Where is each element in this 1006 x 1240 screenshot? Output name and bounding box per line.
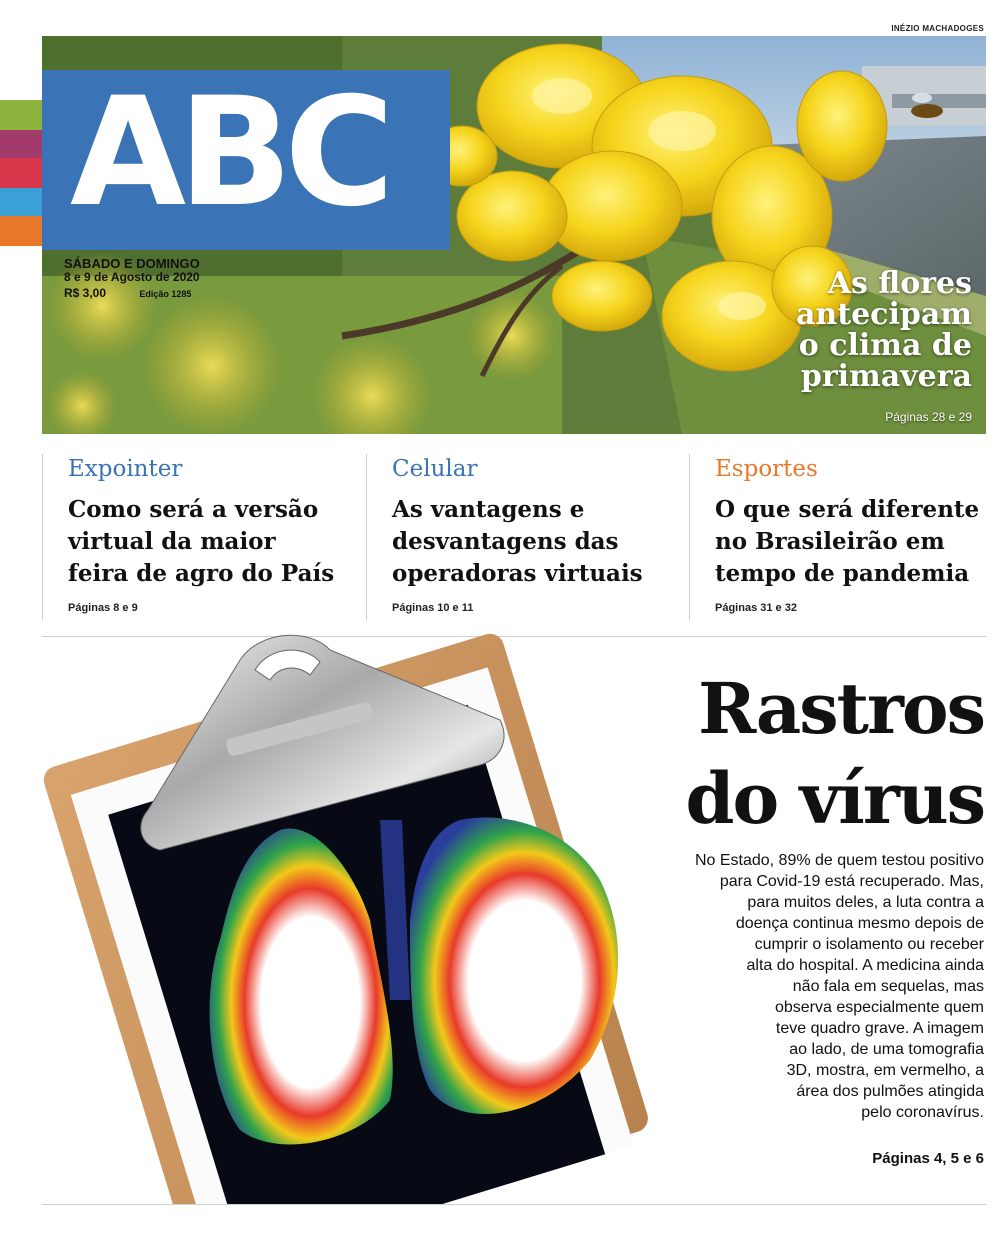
teaser-section: Esportes — [715, 456, 818, 482]
teaser-pages: Páginas 31 e 32 — [715, 602, 797, 614]
color-bar-red — [0, 158, 42, 188]
hero-headline-line: o clima de — [798, 328, 972, 363]
issue-price: R$ 3,00 — [64, 286, 107, 300]
teaser-headline — [715, 494, 989, 590]
teaser-expointer[interactable] — [42, 454, 364, 620]
hero-headline — [796, 268, 972, 392]
body-line: doença continua mesmo depois de — [735, 915, 984, 932]
color-bar-green — [0, 100, 42, 130]
main-pages: Páginas 4, 5 e 6 — [872, 1150, 984, 1167]
body-line: 3D, mostra, em vermelho, a — [786, 1062, 984, 1079]
clipboard-illustration — [30, 620, 650, 1209]
hero-headline-line: antecipam — [795, 297, 972, 332]
teaser-headline-line: O que será diferente — [715, 496, 980, 523]
lung-scan-image — [30, 620, 650, 1204]
color-bar-purple — [0, 130, 42, 158]
teaser-headline — [68, 494, 364, 590]
logo: ABC — [70, 66, 387, 240]
photo-credit: INÉZIO MACHADOGES — [891, 24, 984, 33]
teaser-headline-line: Como será a versão — [68, 496, 319, 523]
teaser-section: Celular — [392, 456, 478, 482]
teaser-headline-line: virtual da maior — [68, 528, 276, 555]
body-line: ao lado, de uma tomografia — [789, 1041, 984, 1058]
body-line: para muitos deles, a luta contra a — [747, 894, 984, 911]
teaser-pages: Páginas 10 e 11 — [392, 602, 474, 614]
body-line: alta do hospital. A medicina ainda — [746, 957, 984, 974]
teaser-headline-line: As vantagens e — [392, 496, 585, 523]
teaser-esportes[interactable] — [689, 454, 989, 620]
masthead — [42, 66, 450, 250]
issue-info — [64, 256, 200, 300]
main-headline — [686, 664, 984, 844]
issue-date: 8 e 9 de Agosto de 2020 — [64, 270, 200, 284]
body-line: teve quadro grave. A imagem — [775, 1020, 984, 1037]
teaser-headline-line: no Brasileirão em — [715, 528, 945, 555]
teaser-section: Expointer — [68, 456, 183, 482]
body-line: não fala em sequelas, mas — [792, 978, 984, 995]
hero-headline-line: As flores — [827, 266, 972, 301]
body-line: pelo coronavírus. — [861, 1104, 984, 1121]
hero-headline-line: primavera — [800, 359, 972, 394]
hero-pages: Páginas 28 e 29 — [885, 410, 972, 424]
issue-day: SÁBADO E DOMINGO — [64, 256, 200, 271]
teaser-headline-line: desvantagens das — [392, 528, 619, 555]
teaser-headline — [392, 494, 688, 590]
color-bar-blue — [0, 188, 42, 216]
main-headline-line: Rastros — [698, 667, 984, 750]
teaser-headline-line: tempo de pandemia — [715, 560, 970, 587]
body-line: cumprir o isolamento ou receber — [754, 936, 984, 953]
body-line: para Covid-19 está recuperado. Mas, — [719, 873, 984, 890]
body-line: No Estado, 89% de quem testou positivo — [694, 852, 984, 869]
teaser-headline-line: operadoras virtuais — [392, 560, 643, 587]
main-body — [654, 850, 984, 1123]
color-bar-orange — [0, 216, 42, 246]
main-headline-line: do vírus — [685, 757, 984, 840]
teaser-celular[interactable] — [366, 454, 688, 620]
teaser-headline-line: feira de agro do País — [68, 560, 335, 587]
teaser-pages: Páginas 8 e 9 — [68, 602, 138, 614]
body-line: observa especialmente quem — [774, 999, 984, 1016]
divider — [42, 1204, 986, 1205]
issue-edition: Edição 1285 — [139, 289, 192, 299]
body-line: área dos pulmões atingida — [796, 1083, 984, 1100]
